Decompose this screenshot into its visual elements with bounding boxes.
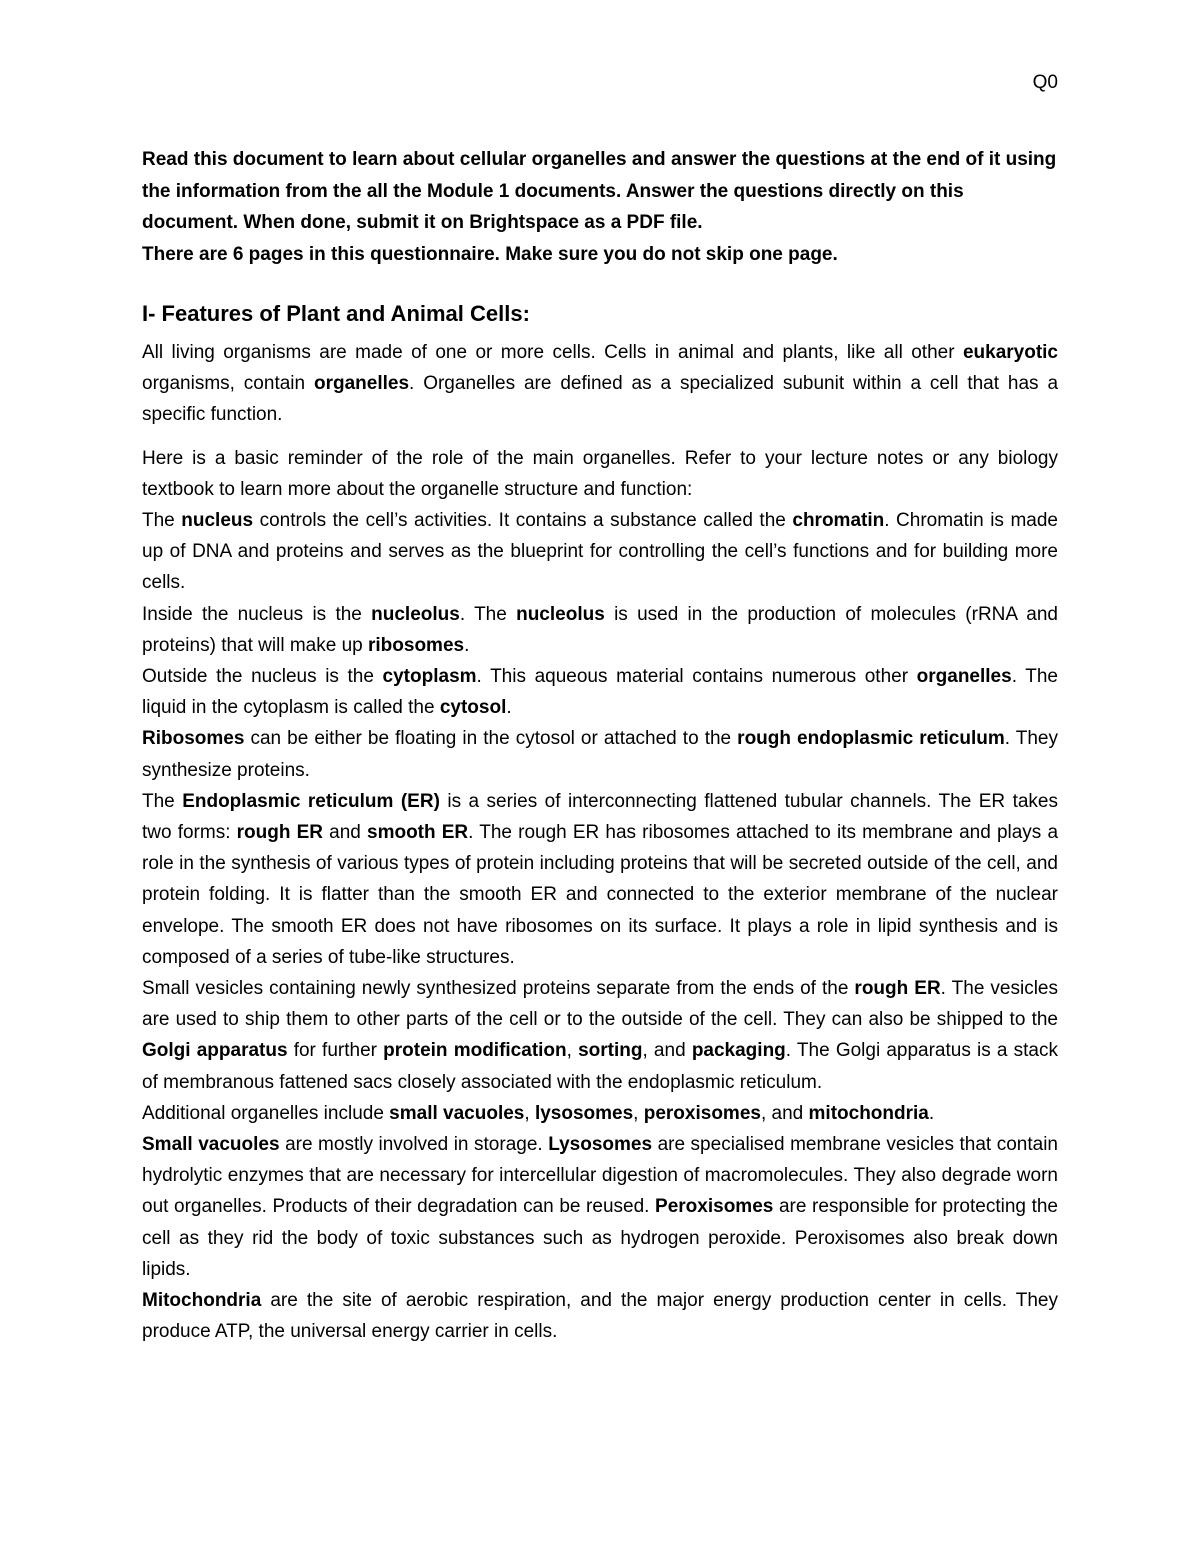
paragraph — [142, 786, 1058, 973]
paragraph — [142, 1129, 1058, 1285]
text-run: . The Golgi apparatus is a stack of membranous fattened sacs closely associated with the endoplasmic reticulum. — [142, 1040, 1058, 1093]
bold-term: Small vacuoles — [142, 1134, 280, 1156]
text-run: Additional organelles include — [142, 1102, 390, 1124]
text-run: . The vesicles are used to ship them to other parts of the cell or to the outside of the cell. They can also be shipped to the — [142, 978, 1058, 1031]
text-run: . Organelles are defined as a specialized subunit within a cell that has a specific function. — [142, 373, 1059, 426]
section-body — [142, 337, 1058, 1348]
text-run: are mostly involved in storage. — [279, 1134, 549, 1156]
paragraph — [142, 505, 1058, 599]
text-run: are specialised membrane vesicles that contain hydrolytic enzymes that are necessary for intercellular digestion of macromolecules. They also degrade worn out organelles. Products of their degradation can be reused. — [142, 1134, 1059, 1218]
bold-term: sorting — [578, 1040, 643, 1062]
text-run: organisms, contain — [142, 373, 314, 395]
paragraph — [142, 599, 1058, 661]
text-run: for further — [287, 1040, 384, 1062]
text-run: Here is a basic reminder of the role of the main organelles. Refer to your lecture notes or any biology textbook to learn more about the organelle structure and function: — [142, 447, 1058, 500]
text-run: . — [928, 1102, 935, 1124]
bold-term: cytosol — [439, 697, 507, 719]
bold-term: chromatin — [792, 510, 885, 532]
bold-term: eukaryotic — [962, 342, 1058, 363]
instructions-paragraph: Read this document to learn about cellular organelles and answer the questions at the end of it using the information from the all the Module 1 documents. Answer the questions directly on this document. When done, submit it on Brightspace as a PDF file. — [142, 149, 1057, 233]
text-run: The — [142, 790, 183, 812]
bold-term: protein modification — [383, 1040, 567, 1062]
text-run: The — [142, 510, 182, 532]
bold-term: organelles — [313, 373, 410, 395]
text-run: and — [323, 822, 367, 844]
text-run: . — [464, 634, 470, 656]
text-run: is a series of interconnecting flattened tubular channels. The ER takes two forms: — [142, 790, 1058, 844]
text-run: . The liquid in the cytoplasm is called the — [142, 666, 1058, 719]
text-run: . This aqueous material contains numerous other — [476, 666, 917, 688]
text-run: All living organisms are made of one or more cells. Cells in animal and plants, like all other — [142, 342, 963, 363]
section-heading: I- Features of Plant and Animal Cells: — [142, 301, 530, 326]
bold-term: Ribosomes — [142, 728, 245, 750]
paragraph — [142, 443, 1058, 505]
text-run: Inside the nucleus is the — [142, 603, 372, 625]
text-run: . — [506, 697, 512, 719]
bold-term: ribosomes — [368, 634, 465, 656]
paragraph — [142, 337, 1058, 431]
text-run: are the site of aerobic respiration, and the major energy production center in cells. They produce ATP, the universal energy carrier in cells. — [142, 1290, 1058, 1343]
text-run: , and — [642, 1040, 692, 1062]
bold-term: cytoplasm — [382, 666, 477, 688]
text-run: is used in the production of molecules (rRNA and proteins) that will make up — [142, 603, 1058, 656]
bold-term: rough ER — [236, 822, 323, 844]
text-run: . They synthesize proteins. — [142, 728, 1058, 781]
text-run: are responsible for protecting the cell as they rid the body of toxic substances such as hydrogen peroxide. Peroxisomes also break down lipids. — [142, 1196, 1058, 1280]
paragraph — [142, 723, 1058, 785]
bold-term: Lysosomes — [548, 1134, 653, 1156]
document-body — [142, 144, 1059, 1343]
text-run: , — [566, 1040, 579, 1062]
paragraph — [142, 973, 1058, 1098]
bold-term: peroxisomes — [643, 1102, 761, 1124]
text-run: Outside the nucleus is the — [142, 666, 383, 688]
bold-term: Golgi apparatus — [142, 1040, 288, 1062]
bold-term: smooth ER — [367, 822, 469, 844]
instructions — [142, 144, 1058, 270]
bold-term: Mitochondria — [142, 1290, 262, 1312]
text-run: , — [633, 1102, 644, 1124]
bold-term: rough endoplasmic reticulum — [737, 728, 1005, 750]
text-run: Small vesicles containing newly synthesized proteins separate from the ends of the — [142, 978, 855, 1000]
bold-term: lysosomes — [534, 1102, 634, 1124]
text-run: can be either be floating in the cytosol or attached to the — [244, 728, 738, 750]
bold-term: small vacuoles — [389, 1102, 525, 1124]
page-number: Q0 — [1032, 72, 1058, 93]
bold-term: nucleolus — [371, 603, 460, 625]
paragraph — [142, 661, 1058, 723]
bold-term: nucleus — [181, 510, 254, 532]
bold-term: organelles — [916, 666, 1012, 688]
text-run: . Chromatin is made up of DNA and proteins and serves as the blueprint for controlling the cell’s functions and for building more cells. — [142, 510, 1058, 594]
text-run: controls the cell’s activities. It contains a substance called the — [253, 510, 793, 532]
bold-term: rough ER — [854, 978, 941, 1000]
bold-term: Endoplasmic reticulum (ER) — [182, 790, 440, 812]
paragraph — [142, 1098, 1058, 1129]
text-run: . The rough ER has ribosomes attached to its membrane and plays a role in the synthesis of various types of protein including proteins that will be secreted outside of the cell, and protein folding. It is flatter than the smooth ER and connected to the exterior membrane of the nuclear envelope. The smooth ER does not have ribosomes on its surface. It plays a role in lipid synthesis and is composed of a series of tube-like structures. — [142, 822, 1059, 968]
bold-term: Peroxisomes — [655, 1196, 774, 1218]
text-run: , — [524, 1102, 535, 1124]
bold-term: mitochondria — [808, 1102, 929, 1124]
bold-term: nucleolus — [516, 603, 605, 625]
paragraph — [142, 1285, 1058, 1347]
instructions-paragraph: There are 6 pages in this questionnaire. Make sure you do not skip one page. — [142, 243, 838, 265]
bold-term: packaging — [691, 1040, 786, 1062]
text-run: , and — [760, 1102, 809, 1124]
text-run: . The — [459, 603, 517, 625]
